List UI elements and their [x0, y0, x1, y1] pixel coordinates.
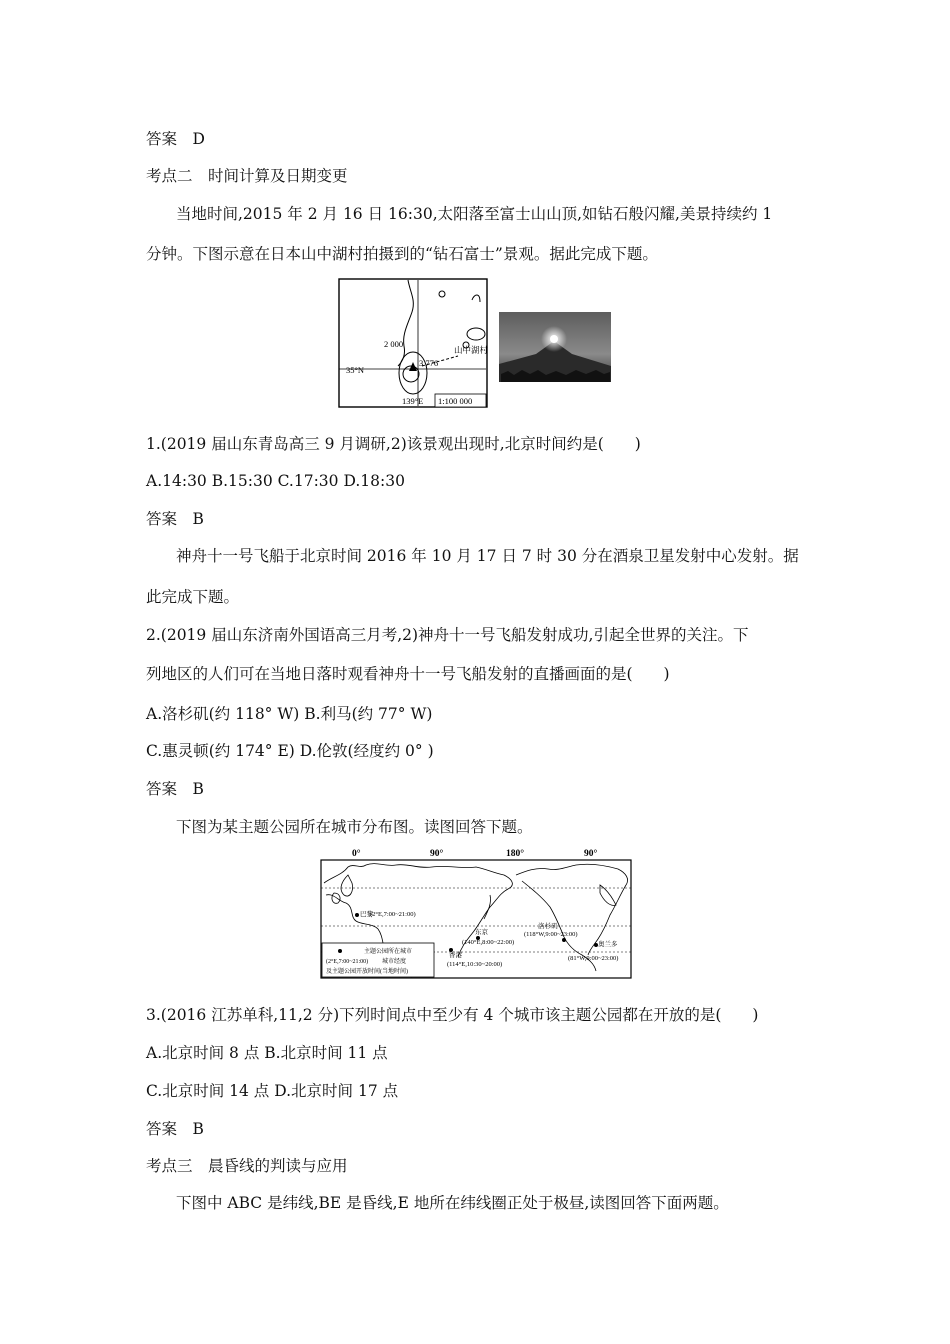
scale-label: 1:100 000 — [438, 396, 473, 406]
paragraph-2-line-1: 神舟十一号飞船于北京时间 2016 年 10 月 17 日 7 时 30 分在酒泉卫星发射中心发射。据 — [176, 547, 799, 565]
city-info-losangeles: (118°W,9:00~23:00) — [524, 931, 578, 938]
question-2-line-2: 列地区的人们可在当地日落时观看神舟十一号飞船发射的直播画面的是( ) — [146, 665, 670, 683]
paragraph-2-line-2: 此完成下题。 — [146, 588, 240, 606]
paragraph-4: 下图中 ABC 是纬线,BE 是昏线,E 地所在纬线圈正处于极昼,读图回答下面两题。 — [176, 1194, 729, 1212]
question-1-options: A.14:30 B.15:30 C.17:30 D.18:30 — [146, 472, 405, 490]
paragraph-1-line-1: 当地时间,2015 年 2 月 16 日 16:30,太阳落至富士山山顶,如钻石般闪耀,美景持续约 1 — [176, 205, 773, 223]
lon-label-90w: 90° — [584, 849, 598, 859]
city-label-hongkong: 香港 — [449, 952, 462, 959]
question-2-options-ab: A.洛杉矶(约 118° W) B.利马(约 77° W) — [146, 705, 433, 723]
question-3-options-cd: C.北京时间 14 点 D.北京时间 17 点 — [146, 1082, 399, 1100]
section-heading-2: 考点二 时间计算及日期变更 — [146, 167, 348, 185]
section-heading-3: 考点三 晨昏线的判读与应用 — [146, 1157, 348, 1175]
question-3: 3.(2016 江苏单科,11,2 分)下列时间点中至少有 4 个城市该主题公园都在开放的是( ) — [146, 1006, 759, 1024]
answer-1: 答案 D — [146, 130, 205, 148]
city-label-tokyo: 东京 — [475, 929, 488, 936]
answer-2: 答案 B — [146, 510, 204, 528]
city-label-losangeles: 洛杉矶 — [538, 923, 558, 930]
question-2-line-1: 2.(2019 届山东济南外国语高三月考,2)神舟十一号飞船发射成功,引起全世界的关注。下 — [146, 626, 749, 644]
city-label-paris: 巴黎 — [360, 911, 373, 918]
longitude-label: 139°E — [402, 396, 424, 406]
latitude-label: 35°N — [346, 365, 365, 375]
city-info-paris: (2°E,7:00~21:00) — [370, 911, 416, 918]
legend-dot-label: 主题公园所在城市 — [364, 949, 413, 955]
peak-elevation-label: 3 776 — [419, 358, 439, 368]
city-info-tokyo: (140°E,8:00~22:00) — [462, 939, 515, 946]
legend-city-lon: 城市经度 — [382, 959, 407, 965]
fuji-map-figure — [338, 278, 614, 412]
answer-4: 答案 B — [146, 1120, 204, 1138]
city-info-hongkong: (114°E,10:30~20:00) — [447, 961, 503, 968]
legend-dot — [338, 949, 342, 953]
village-label: 山中湖村 — [454, 345, 489, 355]
legend-sample: (2°E,7:00~21:00) — [326, 959, 369, 965]
contour-label: 2 000 — [384, 339, 404, 349]
city-dot-paris — [355, 913, 359, 917]
legend-hours: 及主题公园开放时间(当地时间) — [326, 969, 408, 975]
answer-3: 答案 B — [146, 780, 204, 798]
photo-sun — [550, 335, 558, 343]
theme-park-world-map — [320, 845, 632, 980]
lon-label-0: 0° — [352, 849, 361, 859]
city-label-orlando: 奥兰多 — [598, 941, 618, 948]
question-2-options-cd: C.惠灵顿(约 174° E) D.伦敦(经度约 0° ) — [146, 742, 434, 760]
paragraph-1-line-2: 分钟。下图示意在日本山中湖村拍摄到的“钻石富士”景观。据此完成下题。 — [146, 245, 658, 263]
lon-label-90e: 90° — [430, 849, 444, 859]
question-3-options-ab: A.北京时间 8 点 B.北京时间 11 点 — [146, 1044, 388, 1062]
longitude-labels — [352, 848, 598, 859]
paragraph-3: 下图为某主题公园所在城市分布图。读图回答下题。 — [176, 818, 533, 836]
lon-label-180: 180° — [506, 849, 525, 859]
city-dot-losangeles — [562, 938, 566, 942]
question-1: 1.(2019 届山东青岛高三 9 月调研,2)该景观出现时,北京时间约是( ) — [146, 435, 641, 453]
city-info-orlando: (81°W,9:00~23:00) — [568, 955, 619, 962]
